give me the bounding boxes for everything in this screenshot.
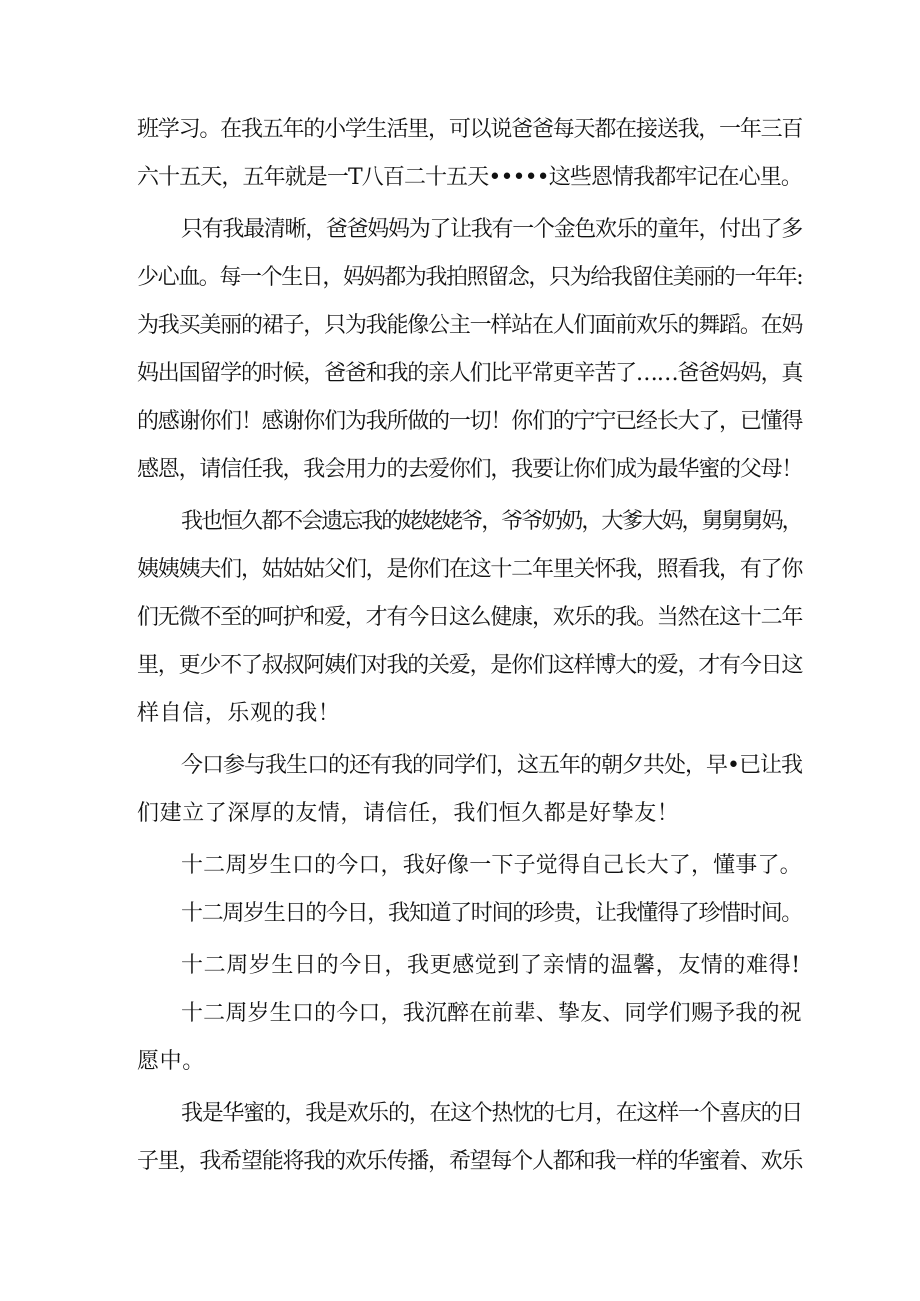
text-line: 今口参与我生口的还有我的同学们，这五年的朝夕共处，早•已让我 — [181, 753, 802, 778]
text-line: 十二周岁生日的今日，我更感觉到了亲情的温馨，友情的难得! — [181, 953, 801, 978]
text-line: 十二周岁生口的今口，我沉醉在前辈、挚友、同学们赐予我的祝 — [181, 1001, 802, 1026]
text-line: 我也恒久都不会遗忘我的姥姥姥爷，爷爷奶奶，大爹大妈，舅舅舅妈， — [181, 509, 802, 534]
text-line: 妈出国留学的时候，爸爸和我的亲人们比平常更辛苦了……爸爸妈妈，真 — [137, 361, 803, 386]
text-line: 只有我最清晰，爸爸妈妈为了让我有一个金色欢乐的童年，付出了多 — [181, 217, 803, 242]
text-line: 的感谢你们！感谢你们为我所做的一切！你们的宁宁已经长大了，已懂得 — [137, 409, 803, 434]
text-line: 里，更少不了叔叔阿姨们对我的关爱，是你们这样博大的爱，才有今日这 — [137, 653, 803, 678]
text-line: 们无微不至的呵护和爱，才有今日这么健康，欢乐的我。当然在这十二年 — [137, 605, 803, 630]
text-line: 子里，我希望能将我的欢乐传播，希望每个人都和我一样的华蜜着、欢乐 — [137, 1149, 803, 1174]
text-line: 班学习。在我五年的小学生活里，可以说爸爸每天都在接送我，一年三百 — [137, 117, 803, 142]
text-line: 样自信，乐观的我！ — [137, 701, 341, 726]
text-line: 我是华蜜的，我是欢乐的，在这个热忱的七月，在这样一个喜庆的日 — [181, 1101, 803, 1126]
text-line: 十二周岁生口的今口，我好像一下子觉得自己长大了，懂事了。 — [181, 853, 802, 878]
text-line: 十二周岁生日的今日，我知道了时间的珍贵，让我懂得了珍惜时间。 — [181, 901, 803, 926]
text-line: 为我买美丽的裙子，只为我能像公主一样站在人们面前欢乐的舞蹈。在妈 — [137, 313, 803, 338]
text-line: 姨姨姨夫们，姑姑姑父们，是你们在这十二年里关怀我，照看我，有了你 — [137, 557, 803, 582]
text-line: 六十五天，五年就是一T八百二十五天•••••这些恩情我都牢记在心里。 — [137, 165, 802, 190]
text-line: 们建立了深厚的友情，请信任，我们恒久都是好挚友！ — [137, 801, 680, 826]
text-line: 愿中。 — [137, 1049, 205, 1074]
text-line: 感恩，请信任我，我会用力的去爱你们，我要让你们成为最华蜜的父母！ — [137, 457, 803, 482]
text-line: 少心血。每一个生日，妈妈都为我拍照留念，只为给我留住美丽的一年年: — [137, 265, 803, 290]
